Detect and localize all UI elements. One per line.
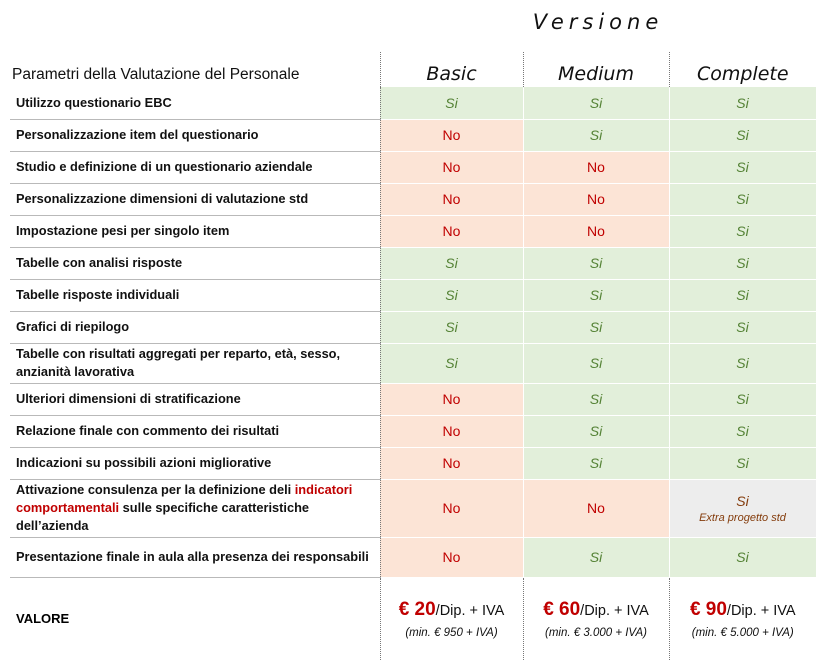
table-row [10,87,816,119]
cell-value: Si [736,391,749,407]
cell-value: No [442,127,461,143]
cell-medium [523,279,669,311]
cell-value: Si [736,287,749,303]
cell-value: Si [736,223,749,239]
table-row [10,215,816,247]
row-label: Tabelle risposte individuali [10,279,380,311]
valore-label: VALORE [16,611,70,626]
row-label-text: sulle specifiche caratteristiche dell’azienda [16,500,310,533]
cell-complete [669,151,816,183]
cell-basic [380,279,523,311]
cell-value: Si [736,159,749,175]
cell-medium [523,447,669,479]
cell-basic [380,87,523,119]
cell-complete [669,215,816,247]
highlighted-text: indicatori comportamentali [16,482,353,515]
cell-value: No [442,223,461,239]
table-row [10,447,816,479]
price-unit: /Dip. + IVA [580,602,649,619]
cell-complete [669,343,816,383]
cell-basic [380,183,523,215]
version-basic: Basic [380,52,523,87]
cell-value: Si [736,127,749,143]
table-row [10,311,816,343]
comparison-table [10,52,817,660]
row-label-text: Attivazione consulenza per la definizione deli [16,482,295,497]
cell-value: No [442,423,461,439]
row-label: Presentazione finale in aula alla presenza dei responsabili [10,537,380,577]
cell-basic [380,383,523,415]
cell-value: No [442,500,461,516]
versione-heading: Versione [532,10,664,34]
cell-value: Si [589,355,603,371]
cell-basic [380,119,523,151]
cell-value: No [587,500,605,516]
cell-value: No [442,191,461,207]
cell-value: No [587,191,605,207]
cell-value: No [587,223,605,239]
cell-value: Si [445,255,458,271]
cell-value: Si [736,355,749,371]
version-medium: Medium [523,52,669,87]
cell-medium [523,215,669,247]
cell-value: Si [589,255,603,271]
row-label: Indicazioni su possibili azioni migliorative [10,447,380,479]
row-label: Ulteriori dimensioni di stratificazione [10,383,380,415]
cell-medium [523,87,669,119]
table-row [10,119,816,151]
cell-medium [523,343,669,383]
cell-value: No [442,391,461,407]
header-row [10,52,816,87]
cell-basic [380,537,523,577]
cell-value: Si [445,287,458,303]
cell-value: Si [589,549,603,565]
cell-basic [380,215,523,247]
parameters-label: Parametri della Valutazione del Personale [12,66,300,83]
table-row [10,537,816,577]
extra-note: Extra progetto std [699,511,786,524]
row-label: Studio e definizione di un questionario aziendale [10,151,380,183]
cell-value: Si [445,355,458,371]
row-label: Grafici di riepilogo [10,311,380,343]
cell-value: Si [589,455,603,471]
cell-basic [380,151,523,183]
row-label [10,479,380,537]
cell-value: No [442,455,461,471]
cell-value: Si [736,94,749,111]
cell-value: Si [736,455,749,471]
cell-value: No [587,159,605,175]
cell-value: Si [589,287,603,303]
table-row [10,151,816,183]
table-row [10,183,816,215]
cell-medium [523,311,669,343]
table-row [10,383,816,415]
cell-value: Si [736,255,749,271]
row-label: Impostazione pesi per singolo item [10,215,380,247]
cell-complete [669,479,816,537]
valore-row [10,577,816,660]
cell-complete [669,247,816,279]
row-label: Personalizzazione dimensioni di valutazione std [10,183,380,215]
cell-complete [669,383,816,415]
cell-complete [669,119,816,151]
cell-value: Si [445,319,458,335]
cell-medium [523,479,669,537]
table-row [10,415,816,447]
cell-value: No [442,549,461,565]
cell-complete [669,537,816,577]
price-amount: € 20 [398,598,436,620]
price-unit: /Dip. + IVA [726,602,796,619]
price-complete [669,577,816,660]
table-row [10,479,816,537]
price-basic [380,577,523,660]
row-label: Relazione finale con commento dei risultati [10,415,380,447]
cell-value: Si [589,391,603,407]
price-amount: € 90 [689,598,727,620]
cell-complete [669,415,816,447]
cell-value: Si [736,423,749,439]
cell-value: Si [736,549,749,565]
cell-value: Si [589,127,603,143]
table-row [10,279,816,311]
cell-medium [523,151,669,183]
cell-value: Si [589,94,603,111]
version-complete: Complete [669,52,816,87]
cell-medium [523,119,669,151]
cell-medium [523,183,669,215]
cell-basic [380,447,523,479]
cell-medium [523,383,669,415]
cell-value: Si [736,191,749,207]
cell-value: Si [736,492,749,509]
cell-complete [669,183,816,215]
cell-complete [669,447,816,479]
cell-complete [669,87,816,119]
row-label: Utilizzo questionario EBC [10,87,380,119]
cell-basic [380,343,523,383]
row-label: Tabelle con analisi risposte [10,247,380,279]
price-unit: /Dip. + IVA [435,602,505,619]
cell-value: Si [445,94,458,111]
cell-basic [380,415,523,447]
cell-complete [669,279,816,311]
cell-value: Si [589,423,603,439]
cell-basic [380,247,523,279]
price-min: (min. € 950 + IVA) [405,626,498,639]
cell-basic [380,479,523,537]
table-row [10,343,816,383]
cell-value: Si [589,319,603,335]
cell-medium [523,415,669,447]
price-min: (min. € 5.000 + IVA) [691,626,794,639]
cell-value: Si [736,319,749,335]
cell-medium [523,537,669,577]
cell-complete [669,311,816,343]
row-label: Personalizzazione item del questionario [10,119,380,151]
price-amount: € 60 [543,598,581,620]
cell-basic [380,311,523,343]
table-row [10,247,816,279]
cell-value: No [442,159,461,175]
row-label: Tabelle con risultati aggregati per reparto, età, sesso, anzianità lavorativa [10,343,380,383]
price-medium [523,577,669,660]
cell-medium [523,247,669,279]
price-min: (min. € 3.000 + IVA) [545,626,647,639]
